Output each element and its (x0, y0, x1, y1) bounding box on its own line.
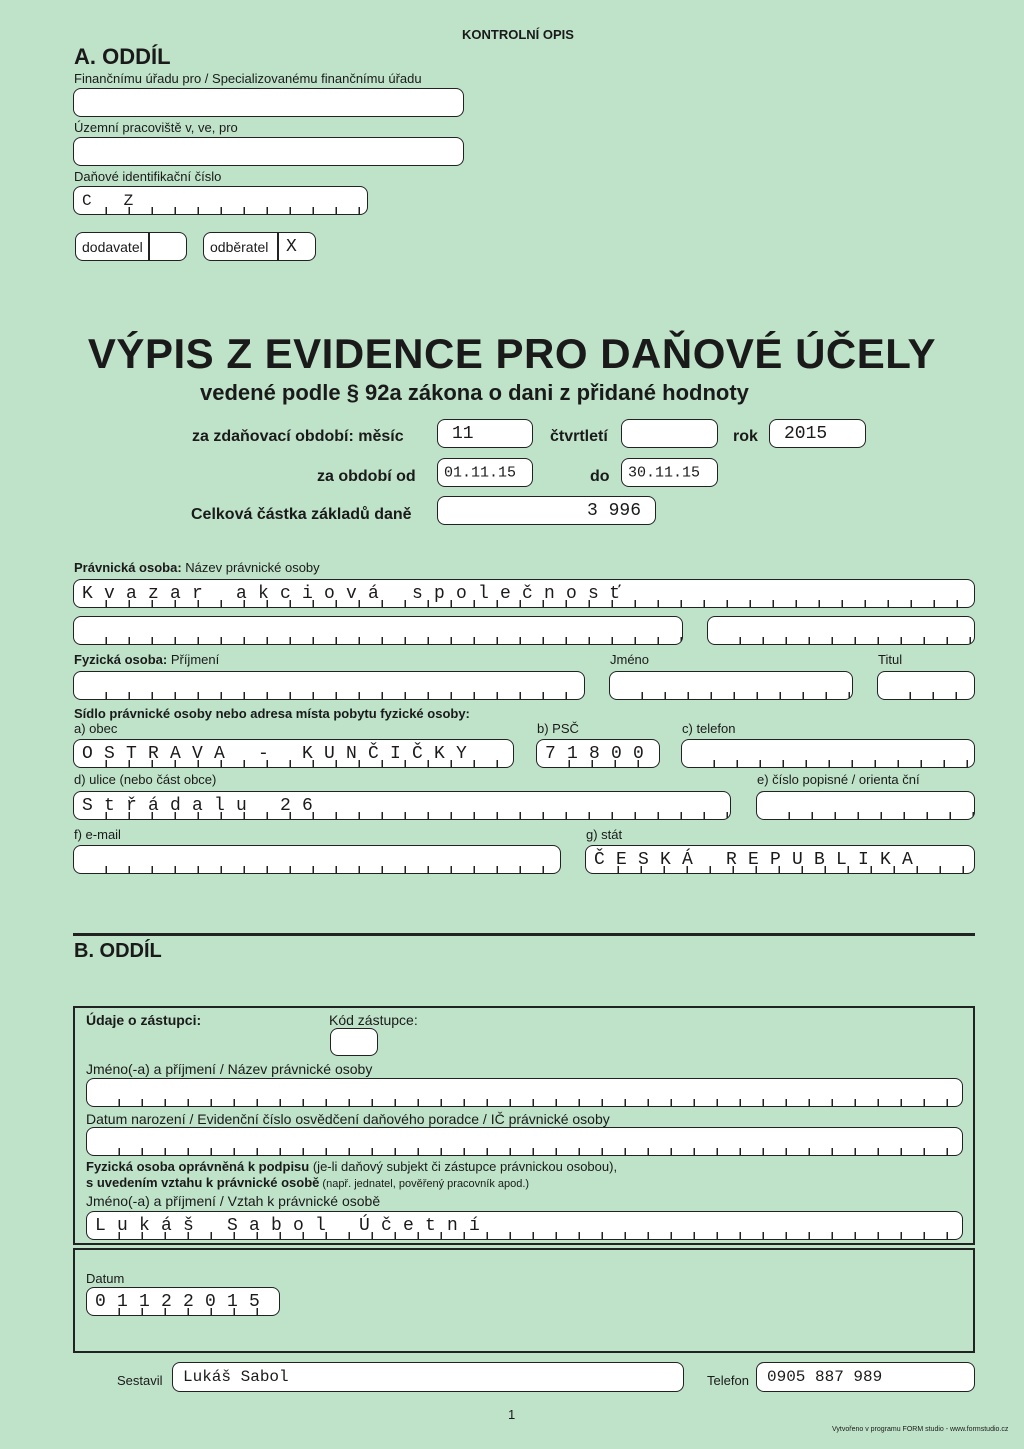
year-label: rok (733, 428, 758, 445)
first-name-label: Jméno (610, 652, 650, 667)
zip-field[interactable]: 71800 (536, 739, 660, 768)
house-number-label: e) číslo popisné / orienta ční (757, 772, 920, 787)
control-copy-label: KONTROLNÍ OPIS (462, 27, 574, 42)
footer-phone-field[interactable]: 0905 887 989 (756, 1362, 975, 1392)
rep-name-label: Jméno(-a) a příjmení / Název právnické osoby (86, 1061, 373, 1077)
month-field[interactable]: 11 (437, 419, 533, 448)
signer-name-field[interactable]: Lukáš Sabol Účetní (86, 1211, 963, 1240)
to-field[interactable]: 30.11.15 (621, 458, 718, 487)
signer-note-1: Fyzická osoba oprávněná k podpisu (je-li daňový subjekt či zástupce právnickou osobou), (86, 1159, 618, 1174)
compiled-by-field[interactable]: Lukáš Sabol (172, 1362, 684, 1392)
office-label: Finančnímu úřadu pro / Specializovanému finančnímu úřadu (74, 71, 422, 86)
legal-name-field-2[interactable] (73, 616, 683, 645)
representative-label: Údaje o zástupci: (86, 1012, 202, 1028)
date-field[interactable]: 01122015 (86, 1287, 280, 1316)
house-number-field[interactable] (756, 791, 975, 820)
legal-name-field-3[interactable] (707, 616, 975, 645)
software-credit: Vytvořeno v programu FORM studio - www.formstudio.cz (832, 1426, 1009, 1433)
rep-code-field[interactable] (330, 1028, 378, 1056)
footer-phone-label: Telefon (707, 1373, 749, 1388)
supplier-checkbox-group[interactable] (75, 232, 187, 261)
section-b-heading: B. ODDÍL (74, 940, 162, 962)
customer-check: X (286, 236, 297, 257)
workplace-field[interactable] (73, 137, 464, 166)
month-label: za zdaňovací období: měsíc (192, 428, 404, 445)
title-field[interactable] (877, 671, 975, 700)
zip-label: b) PSČ (537, 721, 579, 736)
quarter-field[interactable] (621, 419, 718, 448)
email-label: f) e-mail (74, 827, 121, 842)
rep-birth-field[interactable] (86, 1127, 963, 1156)
dic-label: Daňové identifikační číslo (74, 169, 222, 184)
legal-entity-label: Právnická osoba: Název právnické osoby (74, 560, 320, 575)
street-field[interactable]: Střádalu 26 (73, 791, 731, 820)
office-field[interactable] (73, 88, 464, 117)
customer-label: odběratel (210, 239, 269, 255)
year-field[interactable]: 2015 (769, 419, 866, 448)
from-field[interactable]: 01.11.15 (437, 458, 533, 487)
country-label: g) stát (586, 827, 623, 842)
street-label: d) ulice (nebo část obce) (74, 772, 217, 787)
country-field[interactable]: ČESKÁ REPUBLIKA (585, 845, 975, 874)
signer-note-2: s uvedením vztahu k právnické osobě (např. jednatel, pověřený pracovník apod.) (86, 1175, 530, 1190)
total-field[interactable]: 3 996 (437, 496, 656, 525)
date-label: Datum (86, 1271, 125, 1286)
total-label: Celková částka základů daně (191, 506, 412, 523)
rep-name-field[interactable] (86, 1078, 963, 1107)
phone-label: c) telefon (682, 721, 736, 736)
natural-person-label: Fyzická osoba: Příjmení (74, 652, 220, 667)
section-a-heading: A. ODDÍL (74, 44, 171, 69)
rep-code-label: Kód zástupce: (329, 1012, 418, 1028)
customer-checkbox-group[interactable] (203, 232, 316, 261)
dic-field[interactable]: C Z (73, 186, 368, 215)
compiled-by-label: Sestavil (117, 1373, 163, 1388)
signer-name-label: Jméno(-a) a příjmení / Vztah k právnické osobě (86, 1193, 381, 1209)
to-label: do (590, 468, 610, 485)
legal-name-field[interactable]: Kvazar akciová společnosť (73, 579, 975, 608)
quarter-label: čtvrtletí (550, 428, 608, 445)
workplace-label: Územní pracoviště v, ve, pro (74, 120, 238, 135)
email-field[interactable] (73, 845, 561, 874)
address-label: Sídlo právnické osoby nebo adresa místa pobytu fyzické osoby: (74, 706, 470, 721)
phone-field[interactable] (681, 739, 975, 768)
from-label: za období od (317, 468, 416, 485)
document-title: VÝPIS Z EVIDENCE PRO DAŇOVÉ ÚČELY (87, 330, 937, 377)
document-subtitle: vedené podle § 92a zákona o dani z přidané hodnoty (200, 380, 749, 405)
section-divider (73, 933, 975, 936)
title-label: Titul (878, 652, 903, 667)
first-name-field[interactable] (609, 671, 853, 700)
rep-birth-label: Datum narození / Evidenční číslo osvědčení daňového poradce / IČ právnické osoby (86, 1111, 610, 1127)
surname-field[interactable] (73, 671, 585, 700)
city-label: a) obec (74, 721, 118, 736)
supplier-label: dodavatel (82, 239, 143, 255)
city-field[interactable]: OSTRAVA - KUNČIČKY (73, 739, 514, 768)
page-number: 1 (508, 1407, 516, 1422)
